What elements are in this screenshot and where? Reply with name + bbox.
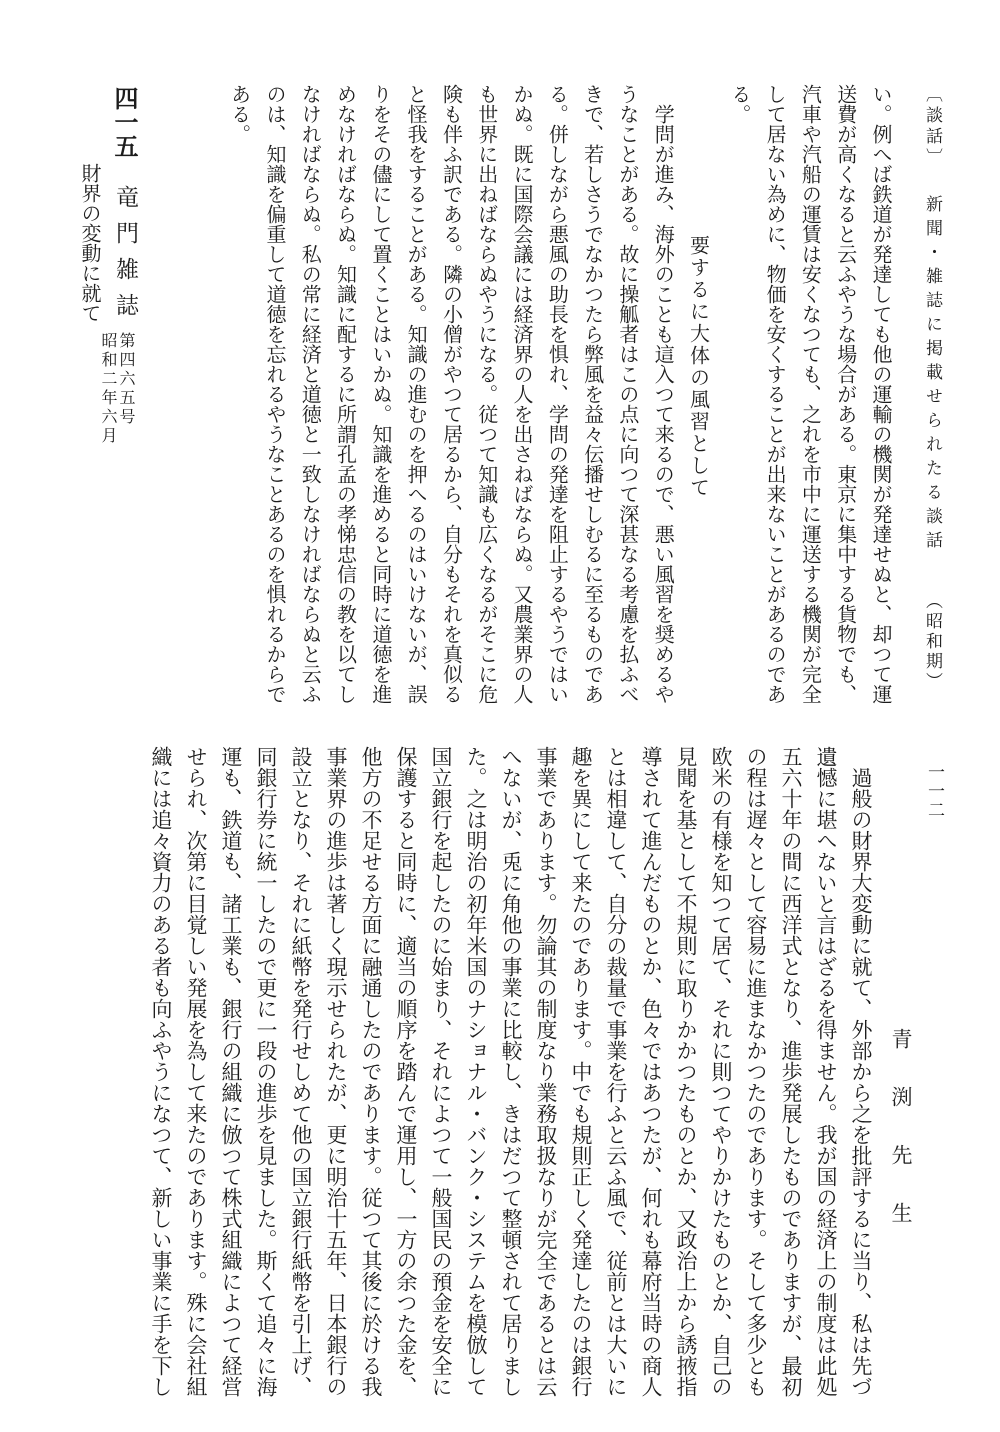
entry-magazine-title: 竜門雑誌	[112, 185, 138, 329]
text-column: 学問が進み、海外のことも這入つて来るので、悪い風習を奨めるや	[651, 104, 676, 704]
text-column: 事業界の進歩は著しく現示せられたが、更に明治十五年、日本銀行の	[324, 746, 348, 1397]
text-column: る。	[727, 84, 752, 124]
entry-number: 四一五	[110, 86, 139, 158]
text-column: 保護すると同時に、適当の順序を踏んで運用し、一方の余つた金を、	[394, 746, 418, 1397]
text-column: 欧米の有様を知つて居て、それに則つてやりかけたものとか、自己の	[709, 746, 733, 1397]
running-head-label: 〔談話〕	[922, 85, 942, 169]
text-column: 運も、鉄道も、諸工業も、銀行の組織に倣つて株式組織によつて経営	[219, 746, 243, 1397]
section-subheading: 要するに大体の風習として	[686, 235, 711, 499]
text-column: せられ、次第に目覚しい発展を為して来たのであります。殊に会社組	[184, 746, 208, 1397]
text-column: りをその儘にして置くことはいかぬ。知識を進めると同時に道徳を進	[368, 84, 393, 704]
text-column: かぬ。既に国際会議には経済界の人を出さねばならぬ。又農業界の人	[510, 84, 535, 704]
upper-article	[221, 84, 898, 704]
text-column: た。之は明治の初年米国のナショナル・バンク・システムを模倣して	[464, 746, 488, 1397]
text-column: のは、知識を偏重して道徳を忘れるやうなことあるのを惧れるからで	[262, 84, 287, 704]
text-column: きで、若しさうでなかつたら弊風を益々伝播せしむるに至るものであ	[580, 84, 605, 704]
text-column: と怪我をすることがある。知識の進むのを押へるのはいけないが、誤	[404, 84, 429, 704]
text-column: 趣を異にして来たのであります。中でも規則正しく発達したのは銀行	[569, 746, 593, 1397]
running-head-period: （昭和期）	[922, 592, 942, 692]
text-column: ある。	[227, 84, 252, 144]
text-column: して居ない為めに、物価を安くすることが出来ないことがあるのであ	[763, 84, 788, 704]
text-column: 見聞を基として不規則に取りかかつたものとか、又政治上から誘掖指	[674, 746, 698, 1397]
text-column: る。併しながら悪風の助長を惧れ、学問の発達を阻止するやうではい	[545, 84, 570, 704]
text-column: うなことがある。故に操觚者はこの点に向つて深甚なる考慮を払ふべ	[615, 84, 640, 704]
text-column: の程は遅々として容易に進まなかつたのであります。そして多少とも	[744, 746, 768, 1397]
lower-article	[143, 746, 878, 1397]
text-column: 遺憾に堪へないと言はざるを得ません。我が国の経済上の制度は此処	[814, 746, 838, 1397]
entry-issue-number: 第四六五号	[117, 332, 136, 427]
text-column: 織には追々資力のある者も向ふやうになつて、新しい事業に手を下し	[149, 746, 173, 1397]
text-column: 設立となり、それに紙幣を発行せしめて他の国立銀行紙幣を引上げ、	[289, 746, 313, 1397]
text-column: 同銀行券に統一したので更に一段の進歩を見ました。斯くて追々に海	[254, 746, 278, 1397]
text-column: 五六十年の間に西洋式となり、進歩発展したものでありますが、最初	[779, 746, 803, 1397]
text-column: も世界に出ねばならぬやうになる。従つて知識も広くなるがそこに危	[474, 84, 499, 704]
text-column: 国立銀行を起したのに始まり、それによつて一般国民の預金を安全に	[429, 746, 453, 1397]
text-column: めなければならぬ。知識に配するに所謂孔孟の孝悌忠信の教を以てし	[333, 84, 358, 704]
text-column: 導されて進んだものとか、色々ではあつたが、何れも幕府当時の商人	[639, 746, 663, 1397]
text-column: 過般の財界大変動に就て、外部から之を批評するに当り、私は先づ	[849, 767, 873, 1397]
text-column: 送費が高くなると云ふやうな場合がある。東京に集中する貨物でも、	[833, 84, 858, 704]
text-column: 汽車や汽船の運賃は安くなつても、之れを市中に運送する機関が完全	[798, 84, 823, 704]
entry-article-title: 財界の変動に就て	[78, 163, 102, 323]
text-column: 事業であります。勿論其の制度なり業務取扱なりが完全であるとは云	[534, 746, 558, 1397]
text-column: とは相違して、自分の裁量で事業を行ふと云ふ風で、従前とは大いに	[604, 746, 628, 1397]
text-column: へないが、兎に角他の事業に比較し、きはだつて整頓されて居りまし	[499, 746, 523, 1397]
entry-date: 昭和二年六月	[99, 332, 118, 446]
running-head-title: 新聞・雑誌に掲載せられたる談話	[922, 195, 942, 555]
text-column: なければならぬ。私の常に経済と道徳と一致しなければならぬと云ふ	[298, 84, 323, 704]
speaker-name: 青渕先生	[889, 1028, 913, 1260]
text-column: 他方の不足せる方面に融通したのであります。従つて其後に於ける我	[359, 746, 383, 1397]
text-column: 険も伴ふ訳である。隣の小僧がやつて居るから、自分もそれを真似る	[439, 84, 464, 704]
page-number: 一一二	[924, 763, 944, 820]
text-column: い。例へば鉄道が発達しても他の運輸の機関が発達せぬと、却つて運	[869, 84, 893, 704]
